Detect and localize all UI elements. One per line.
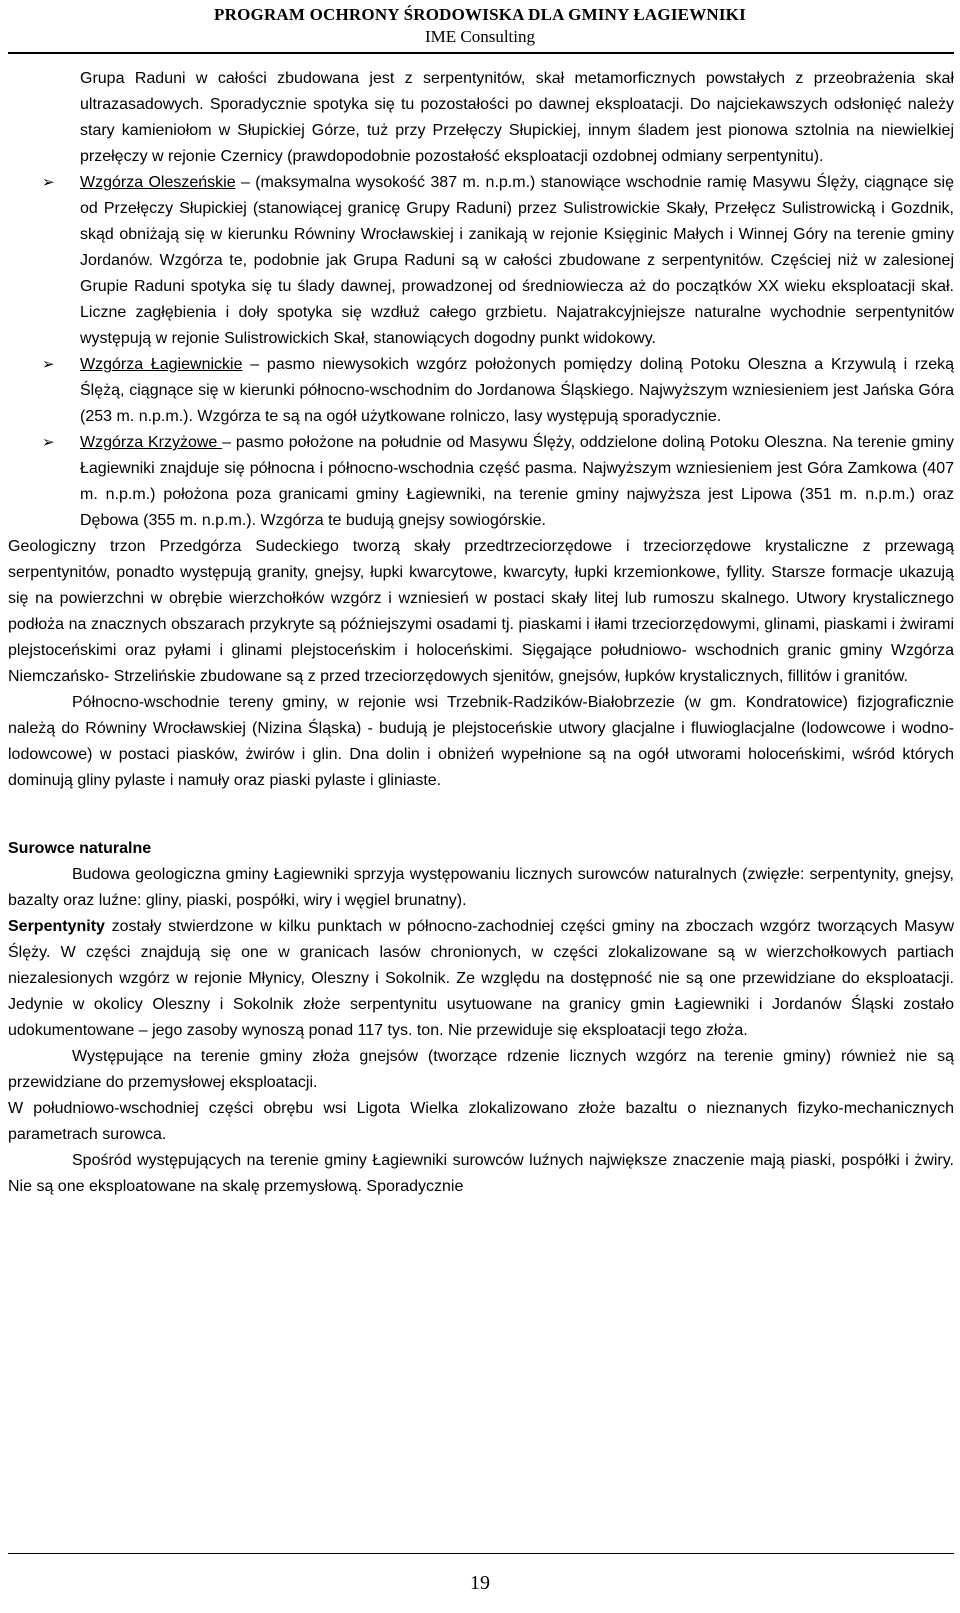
document-body <box>8 66 954 1200</box>
section-heading <box>8 836 954 862</box>
list-item <box>8 352 954 430</box>
header-title: PROGRAM OCHRONY ŚRODOWISKA DLA GMINY ŁAGIEWNIKI <box>214 5 746 24</box>
loose-resources-paragraph: Spośród występujących na terenie gminy Łagiewniki surowców luźnych największe znaczenie mają piaski, pospółki i żwiry. Nie są one eksploatowane na skalę przemysłową. Sporadycznie <box>8 1152 954 1195</box>
northeast-paragraph: Północno-wschodnie tereny gminy, w rejonie wsi Trzebnik-Radzików-Białobrzezie (w gm. Kondratowice) fizjograficznie należą do Równiny Wrocławskiej (Nizina Śląska) - budują je plejstoceńskie utwory glacjalne i fluwioglacjalne (lodowcowe i wodno-lodowcowe) w postaci piasków, żwirów i glin. Dna dolin i obniżeń wypełnione są na ogół utworami holoceńskimi, wśród których dominują gliny pylaste i namuły oraz piaski pylaste i gliniaste. <box>8 694 954 789</box>
bullet-text: – pasmo niewysokich wzgórz położonych pomiędzy doliną Potoku Oleszna a Krzywulą i rzeką Ślężą, ciągnące się w kierunki północno-wschodnim do Jordanowa Śląskiego. Najwyższym wzniesieniem jest Jańska Góra (253 m. n.p.m.). Wzgórza te są na ogół użytkowane rolniczo, lasy występują sporadycznie. <box>80 356 954 425</box>
arrow-bullet-icon: ➢ <box>42 174 55 191</box>
header-rule <box>8 52 954 54</box>
bullet-text: – pasmo położone na południe od Masywu Ślęży, oddzielone doliną Potoku Oleszna. Na terenie gminy Łagiewniki znajduje się północna i północno-wschodnia część pasma. Najwyższym wzniesieniem jest Góra Zamkowa (407 m. n.p.m.) położona poza granicami gminy Łagiewniki, na terenie gminy najwyższa jest Lipowa (351 m. n.p.m.) oraz Dębowa (355 m. n.p.m.). Wzgórza te budują gnejsy sowiogórskie. <box>80 434 954 529</box>
bullet-text: – (maksymalna wysokość 387 m. n.p.m.) stanowiące wschodnie ramię Masywu Ślęży, ciągnące się od Przełęczy Słupickiej (stanowiącej granicę Grupy Raduni) przez Sulistrowickie Skały, Przełęcz Sulistrowicką i Gozdnik, skąd obniżają się w kierunku Równiny Wrocławskiej i zanikają w rejonie Księginic Małych i Winnej Góry na terenie gminy Jordanów. Wzgórza te, podobnie jak Grupa Raduni są w całości zbudowane z serpentynitów. Częściej niż w zalesionej Grupie Raduni spotyka się tu ślady dawnej, prowadzonej od średniowiecza aż do początków XX wieku eksploatacji skał. Liczne zagłębienia i doły spotyka się wzdłuż całego grzbietu. Najatrakcyjniejsze naturalne wychodnie serpentynitów występują w rejonie Sulistrowickich Skał, stanowiących dogodny punkt widokowy. <box>80 174 954 347</box>
bullet-heading: Wzgórza Łagiewnickie <box>80 356 243 373</box>
bullet-heading: Wzgórza Krzyżowe <box>80 434 223 451</box>
basalt-paragraph: W południowo-wschodniej części obrębu wsi Ligota Wielka zlokalizowano złoże bazaltu o nieznanych fizyko-mechanicznych parametrach surowca. <box>8 1100 954 1143</box>
arrow-bullet-icon: ➢ <box>42 434 55 451</box>
list-item <box>8 170 954 352</box>
arrow-bullet-icon: ➢ <box>42 356 55 373</box>
intro-paragraph: Grupa Raduni w całości zbudowana jest z serpentynitów, skał metamorficznych powstałych z przeobrażenia skał ultrazasadowych. Sporadycznie spotyka się tu pozostałości po dawnej eksploatacji. Do najciekawszych odsłonięć należy stary kamieniołom w Słupickiej Górze, tuż przy Przełęczy Słupickiej, innym śladem jest pionowa sztolnia na niewielkiej przełęczy w rejonie Czernicy (prawdopodobnie pozostałość eksploatacji ozdobnej odmiany serpentynitu). <box>80 70 954 165</box>
gneiss-paragraph: Występujące na terenie gminy złoża gnejsów (tworzące rdzenie licznych wzgórz na terenie gminy) również nie są przewidziane do przemysłowej eksploatacji. <box>8 1048 954 1091</box>
geology-paragraph: Geologiczny trzon Przedgórza Sudeckiego tworzą skały przedtrzeciorzędowe i trzeciorzędowe krystaliczne z przewagą serpentynitów, ponadto występują granity, gnejsy, łupki kwarcytowe, kwarcyty, łupki krzemionkowe, fyllity. Starsze formacje ukazują się na powierzchni w obrębie wierzchołków wzgórz i wzniesień w postaci skały litej lub rumoszu skalnego. Utwory krystalicznego podłoża na znacznych obszarach przykryte są późniejszymi osadami tj. piaskami i iłami trzeciorzędowymi, glinami, piaskami i żwirami plejstoceńskimi oraz pyłami i glinami plejstoceńskim i holoceńskimi. Sięgające południowo- wschodnich granic gminy Wzgórza Niemczańsko- Strzelińskie zbudowane są z przed trzeciorzędowych sjenitów, gnejsów, łupków krystalicznych, fillitów i granitów. <box>8 538 954 685</box>
section-title: Surowce naturalne <box>8 840 152 857</box>
footer-rule <box>8 1553 954 1554</box>
serpentinites-paragraph <box>8 914 954 1044</box>
bullet-heading: Wzgórza Oleszeńskie <box>80 174 236 191</box>
page-header <box>0 4 960 48</box>
resources-intro-paragraph: Budowa geologiczna gminy Łagiewniki sprzyja występowaniu licznych surowców naturalnych (zwięzłe: serpentynity, gnejsy, bazalty oraz luźne: gliny, piaski, pospółki, wiry i węgiel brunatny). <box>8 866 954 909</box>
serpentinites-label: Serpentynity <box>8 918 105 935</box>
page-number: 19 <box>470 1572 490 1594</box>
header-subtitle: IME Consulting <box>424 27 536 46</box>
list-item <box>8 430 954 534</box>
serpentinites-text: zostały stwierdzone w kilku punktach w północno-zachodniej części gminy na zboczach wzgórz tworzących Masyw Ślęży. W części znajdują się one w granicach lasów chronionych, w części zlokalizowane są w wierzchołkowych partiach niezalesionych wzgórz w rejonie Młynicy, Oleszny i Sokolnik. Ze względu na dostępność nie są one przewidziane do eksploatacji. Jedynie w okolicy Oleszny i Sokolnik złoże serpentynitu usytuowane na granicy gmin Łagiewniki i Jordanów Śląski zostało udokumentowane – jego zasoby wynoszą ponad 117 tys. ton. Nie przewiduje się eksploatacji tego złoża. <box>8 918 954 1039</box>
